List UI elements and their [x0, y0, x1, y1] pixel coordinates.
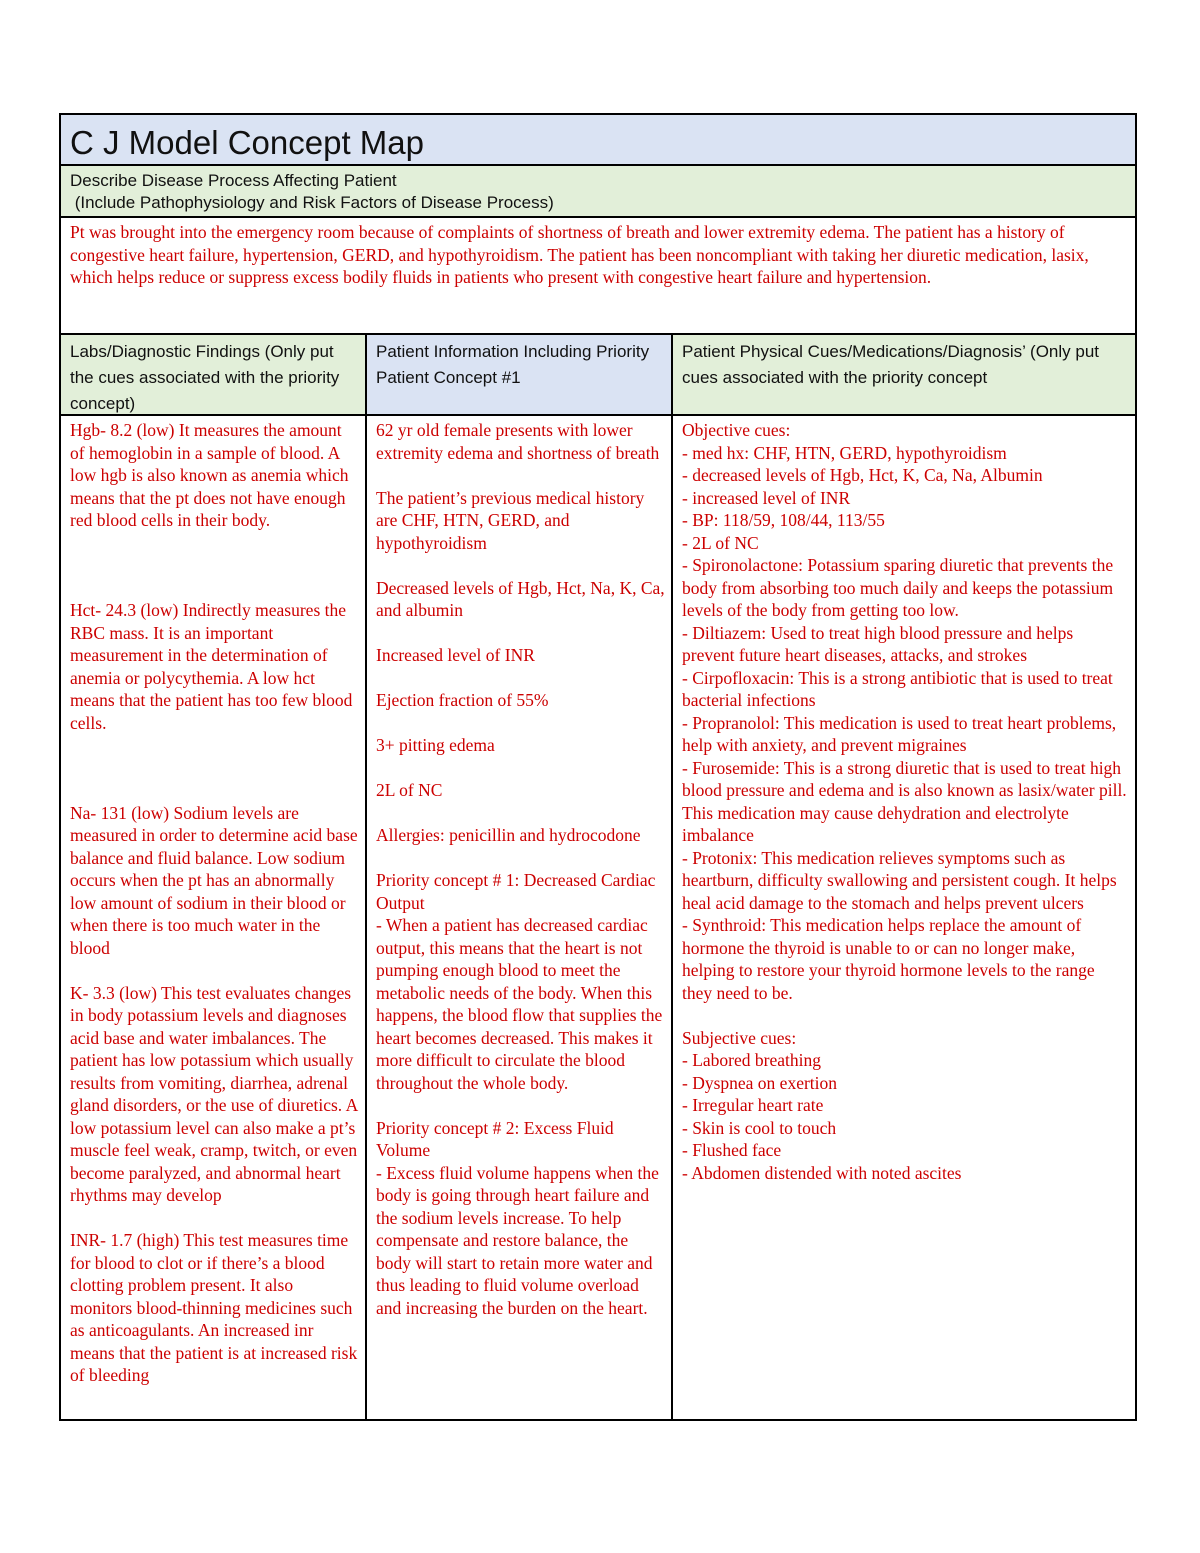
- patient-info-body: [367, 416, 671, 1419]
- disease-process-text: Pt was brought into the emergency room because of complaints of shortness of breath and lower extremity edema. The patient has a history of congestive heart failure, hypertension, GERD, and hypothyroidism. The patient has been noncompliant with taking her diuretic medication, lasix, which helps reduce or suppress excess bodily fluids in patients who present with congestive heart failure and hypertension.: [61, 218, 1135, 335]
- disease-process-header: [61, 166, 1135, 218]
- info-history: The patient’s previous medical history are CHF, HTN, GERD, and hypothyroidism: [376, 487, 645, 553]
- lab-inr: INR- 1.7 (high) This test measures time for blood to clot or if there’s a blood clotting problem present. It also monitors blood-thinning medicines such as anticoagulants. An increased inr means that the patient is at increased risk of bleeding: [70, 1230, 358, 1385]
- lab-hct: Hct- 24.3 (low) Indirectly measures the RBC mass. It is an important measurement in the determination of anemia or polycythemia. A low hct means that the patient has too few blood cells.: [70, 600, 353, 733]
- info-decreased-levels: Decreased levels of Hgb, Hct, Na, K, Ca, and albumin: [376, 577, 665, 620]
- medication-spironolactone: - Spironolactone: Potassium sparing diuretic that prevents the body from absorbing too much daily and keeps the potassium levels of the body from getting too low.: [682, 555, 1114, 620]
- patient-info-column: [367, 335, 673, 1419]
- info-allergies: Allergies: penicillin and hydrocodone: [376, 825, 641, 845]
- subjective-cue: - Dyspnea on exertion: [682, 1072, 838, 1093]
- labs-column: [61, 335, 367, 1419]
- physical-cues-header: Patient Physical Cues/Medications/Diagnosis’ (Only put cues associated with the priority concept: [673, 335, 1135, 416]
- labs-body: [61, 416, 365, 1419]
- objective-cue: - BP: 118/59, 108/44, 113/55: [682, 510, 885, 530]
- info-ejection-fraction: Ejection fraction of 55%: [376, 690, 549, 710]
- medication-furosemide: - Furosemide: This is a strong diuretic that is used to treat high blood pressure and edema and is also known as lasix/water pill. This medication may cause dehydration and electrolyte imbalance: [682, 757, 1127, 845]
- info-presentation: 62 yr old female presents with lower extremity edema and shortness of breath: [376, 420, 660, 463]
- lab-hgb: Hgb- 8.2 (low) It measures the amount of hemoglobin in a sample of blood. A low hgb is also known as anemia which means that the pt does not have enough red blood cells in their body.: [70, 420, 349, 530]
- concept-map-table: [59, 113, 1137, 1421]
- info-inr: Increased level of INR: [376, 645, 535, 665]
- priority-concept-1-title: Priority concept # 1: Decreased Cardiac Output: [376, 870, 656, 913]
- physical-cues-body: [673, 416, 1135, 1419]
- medication-diltiazem: - Diltiazem: Used to treat high blood pressure and helps prevent future heart diseases, attacks, and strokes: [682, 622, 1074, 665]
- lab-k: K- 3.3 (low) This test evaluates changes in body potassium levels and diagnoses acid base and water imbalances. The patient has low potassium which usually results from vomiting, diarrhea, adrenal gland disorders, or the use of diuretics. A low potassium level can also make a pt’s muscle feel weak, cramp, twitch, or even become paralyzed, and abnormal heart rhythms may develop: [70, 982, 358, 1205]
- labs-header: Labs/Diagnostic Findings (Only put the cues associated with the priority concept): [61, 335, 365, 416]
- objective-cue: - med hx: CHF, HTN, GERD, hypothyroidism: [682, 442, 1007, 463]
- priority-concept-2-text: - Excess fluid volume happens when the body is going through heart failure and the sodium levels increase. To help compensate and restore balance, the body will start to retain more water and thus leading to fluid volume overload and increasing the burden on the heart.: [376, 1162, 659, 1318]
- medication-propranolol: - Propranolol: This medication is used to treat heart problems, help with anxiety, and prevent migraines: [682, 712, 1117, 755]
- disease-header-line2: (Include Pathophysiology and Risk Factors of Disease Process): [70, 193, 554, 212]
- objective-cue: - 2L of NC: [682, 532, 759, 553]
- page-title: C J Model Concept Map: [61, 115, 1135, 166]
- subjective-cue: - Labored breathing: [682, 1050, 821, 1070]
- subjective-cue: - Flushed face: [682, 1140, 782, 1160]
- medication-synthroid: - Synthroid: This medication helps replace the amount of hormone the thyroid is unable to or can no longer make, helping to restore your thyroid hormone levels to the range they need to be.: [682, 915, 1095, 1003]
- priority-concept-1-text: - When a patient has decreased cardiac output, this means that the heart is not pumping enough blood to meet the metabolic needs of the body. When this happens, the blood flow that supplies the heart becomes decreased. This makes it more difficult to circulate the blood throughout the whole body.: [376, 915, 663, 1093]
- info-edema: 3+ pitting edema: [376, 735, 495, 755]
- medication-protonix: - Protonix: This medication relieves symptoms such as heartburn, difficulty swallowing and persistent cough. It helps heal acid damage to the stomach and helps prevent ulcers: [682, 847, 1117, 913]
- subjective-cues-label: Subjective cues:: [682, 1027, 797, 1048]
- lab-na: Na- 131 (low) Sodium levels are measured in order to determine acid base balance and fluid balance. Low sodium occurs when the pt has an abnormally low amount of sodium in their blood or when there is too much water in the blood: [70, 802, 358, 958]
- subjective-cue: - Irregular heart rate: [682, 1095, 824, 1115]
- medication-cirpofloxacin: - Cirpofloxacin: This is a strong antibiotic that is used to treat bacterial infections: [682, 667, 1113, 710]
- subjective-cue: - Abdomen distended with noted ascites: [682, 1162, 962, 1183]
- physical-cues-column: [673, 335, 1135, 1419]
- patient-info-header: Patient Information Including Priority Patient Concept #1: [367, 335, 671, 416]
- priority-concept-2-title: Priority concept # 2: Excess Fluid Volume: [376, 1117, 614, 1160]
- objective-cue: - decreased levels of Hgb, Hct, K, Ca, Na, Albumin: [682, 465, 1043, 485]
- objective-cue: - increased level of INR: [682, 487, 851, 508]
- objective-cues-label: Objective cues:: [682, 420, 791, 440]
- subjective-cue: - Skin is cool to touch: [682, 1117, 837, 1138]
- info-oxygen: 2L of NC: [376, 780, 443, 800]
- columns-row: [61, 335, 1135, 1419]
- disease-header-line1: Describe Disease Process Affecting Patient: [70, 171, 397, 190]
